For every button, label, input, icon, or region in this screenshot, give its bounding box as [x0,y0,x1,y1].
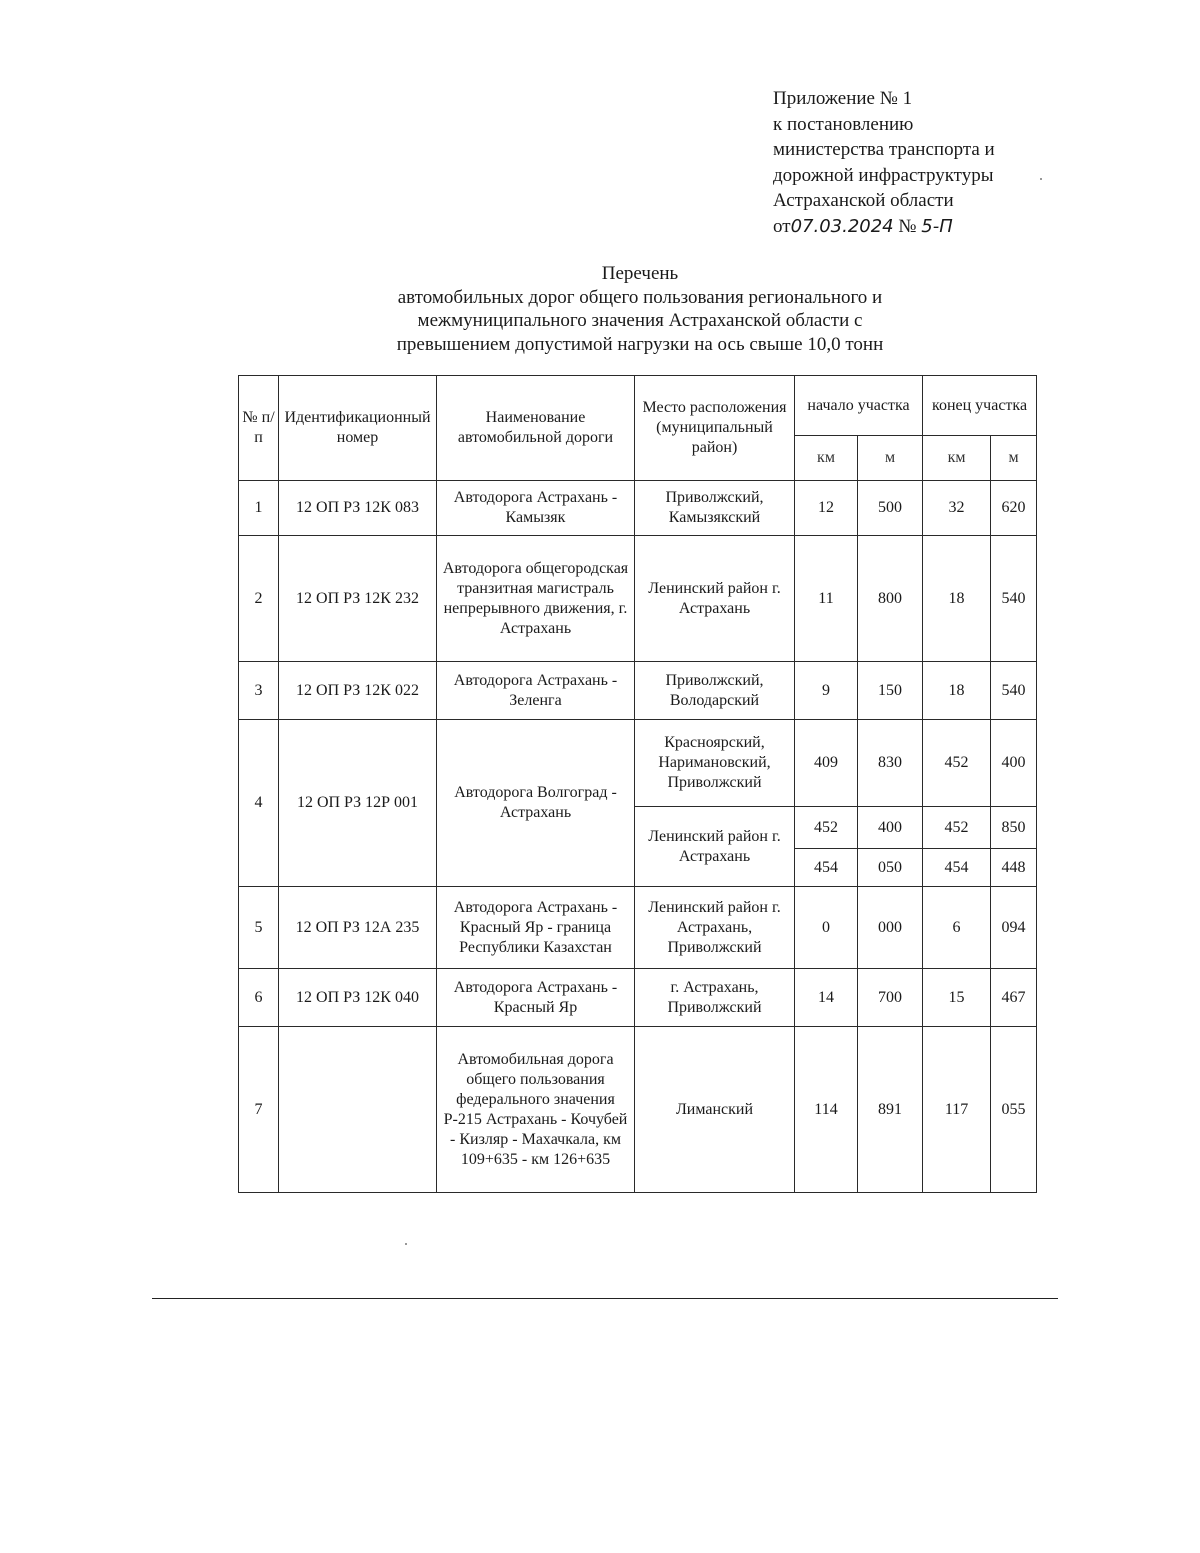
row-end-m: 467 [991,969,1037,1027]
row-end-m: 400 [991,720,1037,807]
row-id: 12 ОП РЗ 12Р 001 [279,720,437,887]
row-start-m: 830 [858,720,923,807]
header-end: конец участка [923,376,1037,436]
table-row [239,887,1037,969]
title-heading: Перечень [601,263,679,284]
row-end-m: 620 [991,481,1037,536]
row-end-m: 094 [991,887,1037,969]
row-name: Автодорога Астрахань - Красный Яр [437,969,635,1027]
title-line: превышением допустимой нагрузки на ось свыше 10,0 тонн [396,333,884,355]
row-start-km: 12 [795,481,858,536]
row-location: Приволжский, Володарский [635,662,795,720]
row-num: 3 [239,662,279,720]
row-start-m: 400 [858,807,923,849]
row-start-km: 409 [795,720,858,807]
row-end-m: 055 [991,1027,1037,1193]
row-location: Ленинский район г. Астрахань, Приволжский [635,887,795,969]
handwritten-number: 5-П [921,215,953,237]
footer-divider [152,1298,1058,1299]
header-num: № п/п [239,376,279,481]
row-num: 1 [239,481,279,536]
scan-speck [1040,178,1042,180]
row-start-m: 500 [858,481,923,536]
title-line: автомобильных дорог общего пользования регионального и [397,286,883,308]
appendix-line: к постановлению [773,113,914,135]
header-id: Идентификационный номер [279,376,437,481]
row-id: 12 ОП РЗ 12А 235 [279,887,437,969]
header-name: Наименование автомобильной дороги [437,376,635,481]
row-num: 4 [239,720,279,887]
number-label: № [898,215,917,237]
row-num: 7 [239,1027,279,1193]
appendix-line: Приложение № 1 [773,88,913,109]
row-location: Приволжский, Камызякский [635,481,795,536]
header-end-km: км [923,436,991,481]
date-prefix: от [773,215,791,237]
row-start-m: 150 [858,662,923,720]
table-row [239,969,1037,1027]
row-end-km: 18 [923,662,991,720]
row-end-m: 850 [991,807,1037,849]
row-end-m: 540 [991,662,1037,720]
row-start-m: 050 [858,849,923,887]
row-end-km: 452 [923,720,991,807]
title-line: межмуниципального значения Астраханской области с [417,310,863,331]
row-end-km: 32 [923,481,991,536]
row-start-km: 454 [795,849,858,887]
handwritten-date: 07.03.2024 [790,215,894,237]
row-end-km: 18 [923,536,991,662]
row-start-m: 000 [858,887,923,969]
row-location: Лиманский [635,1027,795,1193]
row-start-km: 452 [795,807,858,849]
header-location: Место расположения (муниципальный район) [635,376,795,481]
row-end-km: 454 [923,849,991,887]
row-id [279,1027,437,1193]
row-name: Автомобильная дорога общего пользования федерального значения Р-215 Астрахань - Кочубей - Кизляр - Махачкала, км 109+635 - км 126+635 [437,1027,635,1193]
row-start-km: 14 [795,969,858,1027]
row-name: Автодорога Астрахань - Зеленга [437,662,635,720]
row-location: г. Астрахань, Приволжский [635,969,795,1027]
document-title [300,262,980,356]
row-name: Автодорога Астрахань - Красный Яр - граница Республики Казахстан [437,887,635,969]
row-id: 12 ОП РЗ 12К 022 [279,662,437,720]
row-start-m: 891 [858,1027,923,1193]
row-num: 5 [239,887,279,969]
row-id: 12 ОП РЗ 12К 232 [279,536,437,662]
appendix-date-line [773,214,995,240]
appendix-line: Астраханской области [773,190,954,211]
row-name: Автодорога общегородская транзитная магистраль непрерывного движения, г. Астрахань [437,536,635,662]
appendix-block [773,86,995,239]
row-end-km: 117 [923,1027,991,1193]
header-start: начало участка [795,376,923,436]
row-location: Ленинский район г. Астрахань [635,536,795,662]
row-start-km: 0 [795,887,858,969]
row-end-m: 448 [991,849,1037,887]
roads-table [238,375,1037,1193]
appendix-line: министерства транспорта и [773,139,995,160]
row-name: Автодорога Волгоград - Астрахань [437,720,635,887]
row-num: 6 [239,969,279,1027]
row-start-km: 9 [795,662,858,720]
row-end-m: 540 [991,536,1037,662]
scan-speck [405,1243,407,1245]
row-id: 12 ОП РЗ 12К 040 [279,969,437,1027]
table-row [239,720,1037,807]
row-start-m: 800 [858,536,923,662]
table-row [239,1027,1037,1193]
table-row [239,481,1037,536]
row-start-m: 700 [858,969,923,1027]
row-start-km: 114 [795,1027,858,1193]
appendix-line: дорожной инфраструктуры [773,164,994,186]
table-row [239,536,1037,662]
header-start-m: м [858,436,923,481]
header-start-km: км [795,436,858,481]
row-end-km: 452 [923,807,991,849]
row-start-km: 11 [795,536,858,662]
row-name: Автодорога Астрахань - Камызяк [437,481,635,536]
row-end-km: 6 [923,887,991,969]
header-end-m: м [991,436,1037,481]
row-id: 12 ОП РЗ 12К 083 [279,481,437,536]
row-location: Красноярский, Наримановский, Приволжский [635,720,795,807]
table-row [239,662,1037,720]
row-num: 2 [239,536,279,662]
row-location: Ленинский район г. Астрахань [635,807,795,887]
row-end-km: 15 [923,969,991,1027]
